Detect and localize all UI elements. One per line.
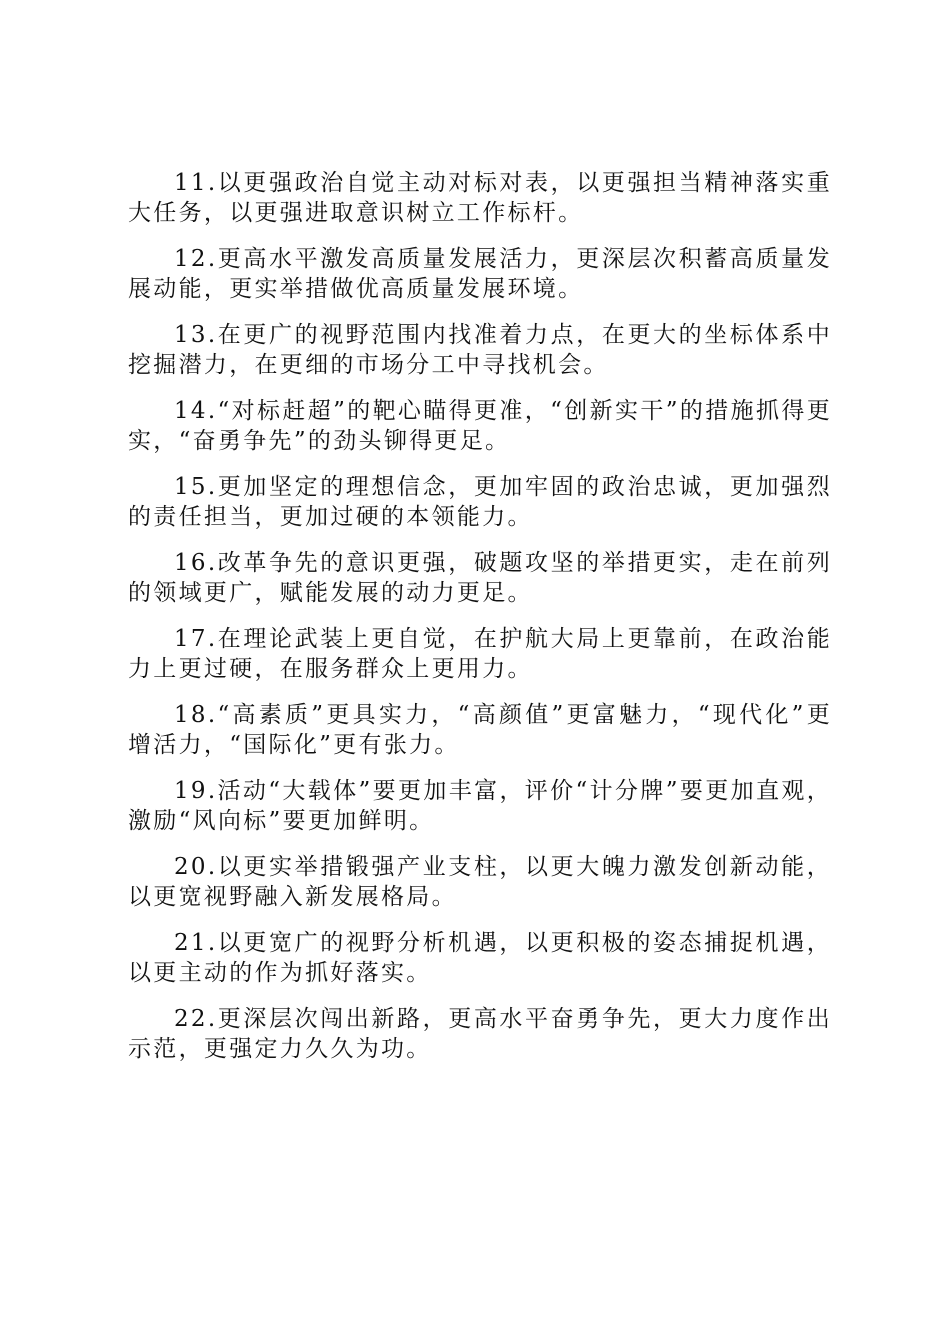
paragraph-20: 20.以更实举措锻强产业支柱，以更大魄力激发创新动能，以更宽视野融入新发展格局。 <box>128 854 832 910</box>
paragraph-19: 19.活动“大载体”要更加丰富，评价“计分牌”要更加直观，激励“风向标”要更加鲜明。 <box>128 778 832 834</box>
paragraph-18: 18.“高素质”更具实力，“高颜值”更富魅力，“现代化”更增活力，“国际化”更有张力。 <box>128 702 832 758</box>
paragraph-16: 16.改革争先的意识更强，破题攻坚的举措更实，走在前列的领域更广，赋能发展的动力更足。 <box>128 550 832 606</box>
paragraph-14: 14.“对标赶超”的靶心瞄得更准，“创新实干”的措施抓得更实，“奋勇争先”的劲头铆得更足。 <box>128 398 832 454</box>
paragraph-11: 11.以更强政治自觉主动对标对表，以更强担当精神落实重大任务，以更强进取意识树立工作标杆。 <box>128 170 832 226</box>
paragraph-22: 22.更深层次闯出新路，更高水平奋勇争先，更大力度作出示范，更强定力久久为功。 <box>128 1006 832 1062</box>
document-body <box>128 168 832 1080</box>
paragraph-12: 12.更高水平激发高质量发展活力，更深层次积蓄高质量发展动能，更实举措做优高质量发展环境。 <box>128 246 832 302</box>
paragraph-21: 21.以更宽广的视野分析机遇，以更积极的姿态捕捉机遇，以更主动的作为抓好落实。 <box>128 930 832 986</box>
paragraph-15: 15.更加坚定的理想信念，更加牢固的政治忠诚，更加强烈的责任担当，更加过硬的本领能力。 <box>128 474 832 530</box>
paragraph-17: 17.在理论武装上更自觉，在护航大局上更靠前，在政治能力上更过硬，在服务群众上更用力。 <box>128 626 832 682</box>
paragraph-13: 13.在更广的视野范围内找准着力点，在更大的坐标体系中挖掘潜力，在更细的市场分工中寻找机会。 <box>128 322 832 378</box>
